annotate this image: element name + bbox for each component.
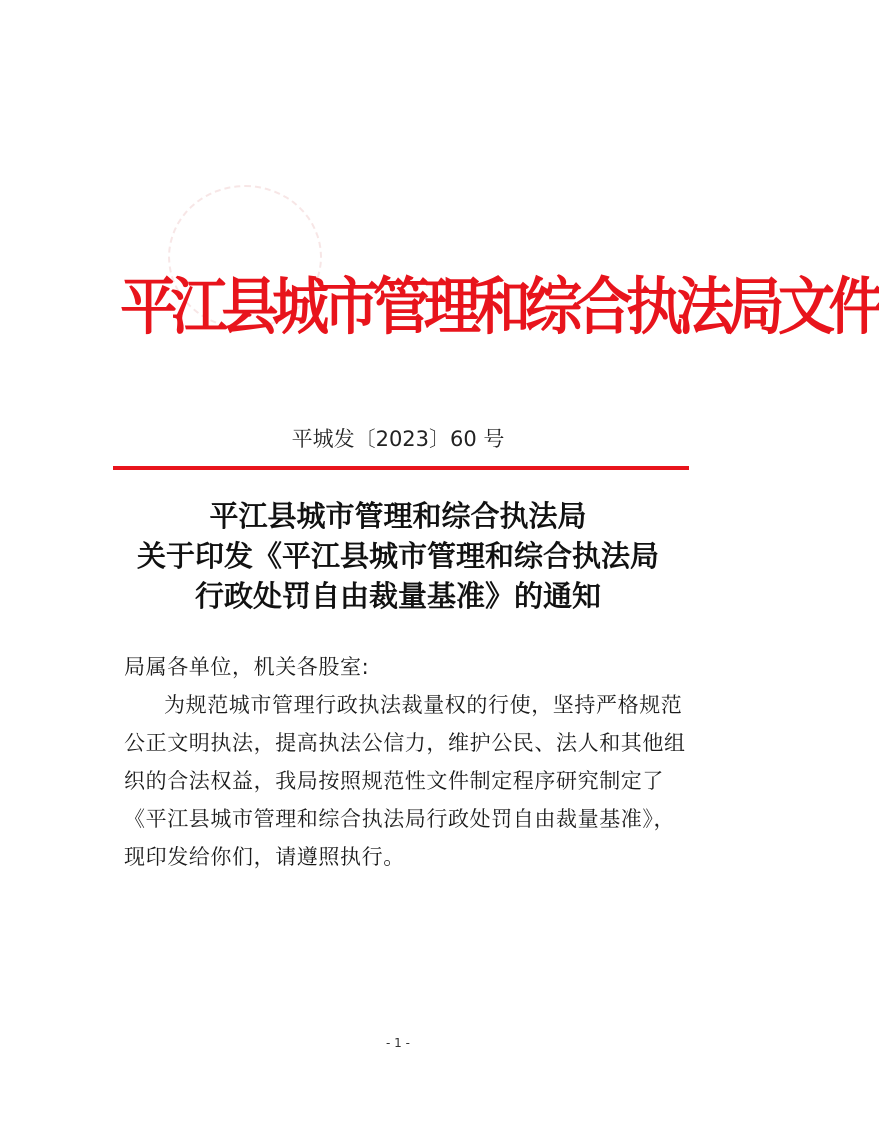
body-line-4: 《平江县城市管理和综合执法局行政处罚自由裁量基准》， (124, 807, 676, 831)
body-line-1: 为规范城市管理行政执法裁量权的行使，坚持严格规范 (164, 693, 683, 717)
document-number: 平城发〔2023〕60 号 (291, 427, 505, 451)
page-number: - 1 - (386, 1036, 410, 1050)
body-line-2: 公正文明执法，提高执法公信力，维护公民、法人和其他组 (124, 731, 686, 755)
title-line-3: 行政处罚自由裁量基准》的通知 (194, 579, 601, 613)
document-masthead: 平江县城市管理和综合执法局文件 (120, 270, 879, 343)
salutation: 局属各单位，机关各股室: (124, 655, 370, 679)
body-line-5: 现印发给你们，请遵照执行。 (124, 845, 405, 869)
body-line-3: 织的合法权益，我局按照规范性文件制定程序研究制定了 (124, 769, 664, 793)
title-line-1: 平江县城市管理和综合执法局 (209, 499, 587, 533)
title-line-2: 关于印发《平江县城市管理和综合执法局 (136, 539, 659, 573)
document-body (124, 648, 692, 876)
red-separator-line (113, 466, 689, 470)
document-title (0, 496, 796, 616)
